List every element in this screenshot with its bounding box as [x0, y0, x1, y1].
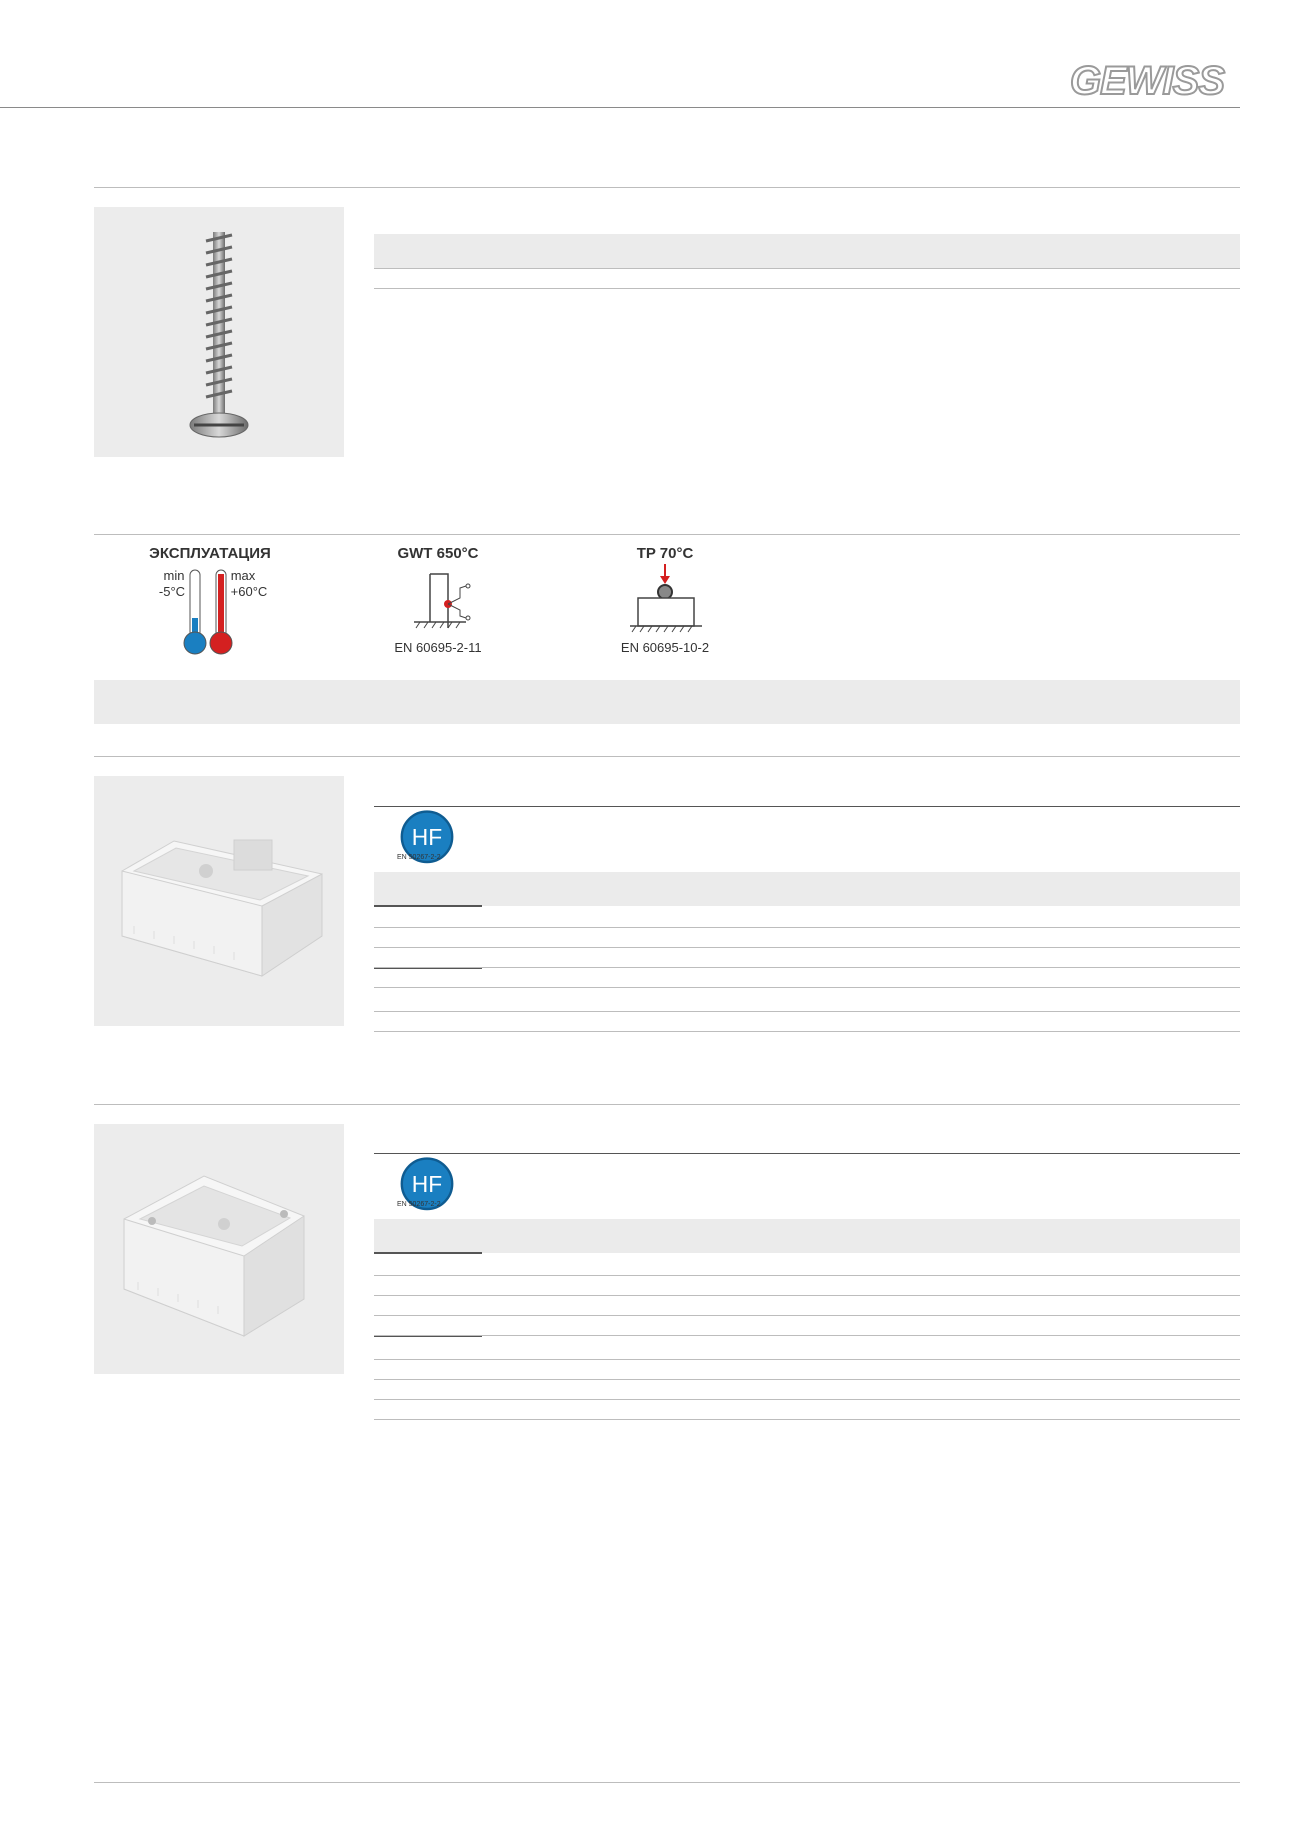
square-box-photo: [94, 1124, 344, 1374]
info-band: [94, 680, 1240, 724]
table-rule: [374, 1315, 1240, 1316]
screw-photo: [94, 207, 344, 457]
glow-wire-test-icon: [390, 540, 500, 662]
svg-text:ЭКСПЛУАТАЦИЯ: ЭКСПЛУАТАЦИЯ: [149, 545, 271, 562]
table-rule: [374, 1031, 1240, 1032]
svg-text:HF: HF: [411, 1171, 443, 1198]
table-rule: [374, 1399, 1240, 1400]
section-rule: [94, 756, 1240, 757]
column-divider: [374, 1252, 482, 1254]
hf-norm-caption: EN 50267-2-2: [397, 1201, 441, 1208]
table-rule: [374, 947, 1240, 948]
ball-pressure-test-icon: [610, 540, 720, 662]
operating-temperature-icon: [140, 540, 280, 662]
svg-text:TP 70°C: TP 70°C: [636, 545, 694, 562]
table-rule: [374, 288, 1240, 289]
rectangular-box-photo: [94, 776, 344, 1026]
svg-text:max: max: [230, 568, 256, 583]
svg-text:EN 60695-2-11: EN 60695-2-11: [394, 640, 482, 655]
table-rule: [374, 1335, 1240, 1336]
column-divider: [374, 905, 482, 907]
screw-icon: [94, 207, 344, 457]
footer-rule: [94, 1782, 1240, 1783]
header-rule: [0, 107, 1240, 108]
svg-text:-5°C: -5°C: [158, 584, 186, 599]
table-top-rule: [374, 1153, 1240, 1154]
table-rule: [374, 268, 1240, 269]
table-header-band: [374, 1219, 1240, 1253]
table-rule: [374, 1275, 1240, 1276]
section-rule: [94, 187, 1240, 188]
svg-text:HF: HF: [411, 824, 443, 851]
section-rule: [94, 534, 1240, 535]
table-rule: [374, 1419, 1240, 1420]
surface-box-icon: [94, 776, 344, 1026]
table-rule: [374, 927, 1240, 928]
svg-text:min: min: [163, 568, 185, 583]
section-rule: [94, 1104, 1240, 1105]
table-rule: [374, 967, 1240, 968]
svg-text:EN 60695-10-2: EN 60695-10-2: [620, 640, 710, 655]
table-rule: [374, 1359, 1240, 1360]
table-rule: [374, 1379, 1240, 1380]
hf-norm-caption: EN 50267-2-2: [397, 854, 441, 861]
gewiss-logo: [1068, 58, 1238, 102]
table-header-band: [374, 872, 1240, 906]
svg-text:GWT 650°C: GWT 650°C: [397, 545, 479, 562]
svg-text:+60°C: +60°C: [230, 584, 268, 599]
table-rule: [374, 1295, 1240, 1296]
svg-text:GEWISS: GEWISS: [1070, 59, 1225, 102]
table-rule: [374, 987, 1240, 988]
surface-box-icon: [94, 1124, 344, 1374]
table-rule: [374, 1011, 1240, 1012]
table-header-band: [374, 234, 1240, 268]
table-top-rule: [374, 806, 1240, 807]
